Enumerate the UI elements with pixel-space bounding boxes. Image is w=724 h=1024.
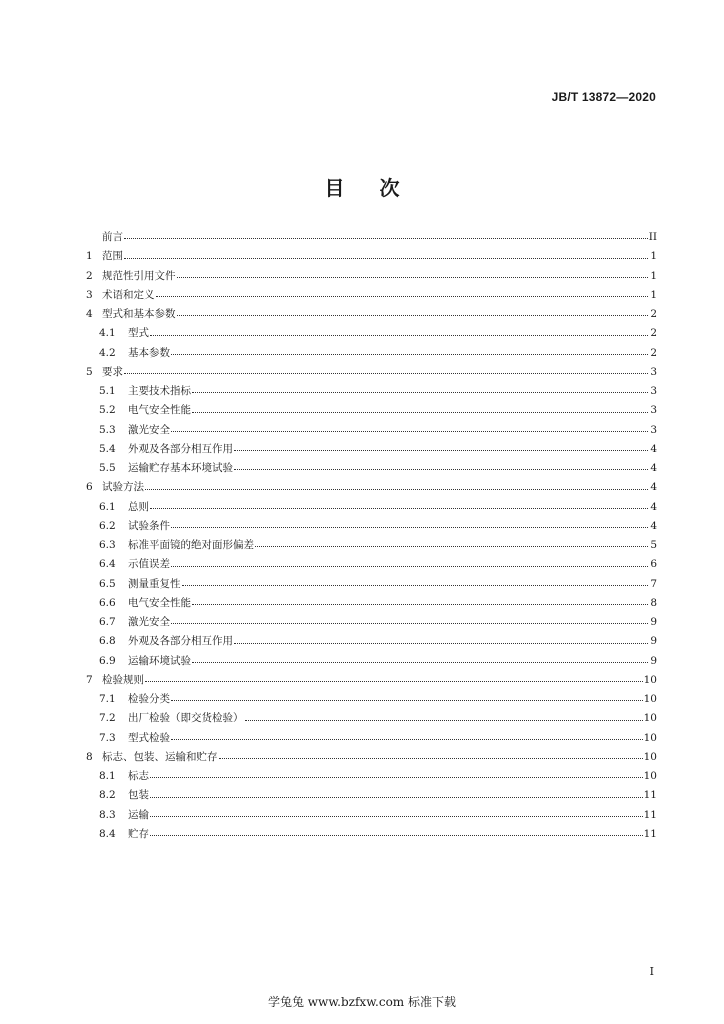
toc-entry-number: 6.8 [99,635,116,648]
toc-entry-number: 6.7 [99,616,116,628]
toc-entry-number: 8.4 [99,827,116,840]
toc-entry-page: 4 [650,462,657,474]
toc-leader-dots [150,815,643,817]
toc-entry-page: 10 [643,712,657,725]
toc-entry[interactable] [86,421,657,440]
toc-leader-dots [234,642,648,644]
toc-entry[interactable] [86,690,657,709]
toc-entry[interactable] [86,267,657,286]
toc-entry-label: 规范性引用文件 [102,269,176,282]
toc-entry-page: 7 [650,577,657,590]
toc-entry-label: 激光安全 [128,423,170,436]
toc-entry[interactable] [86,748,657,767]
toc-entry[interactable] [86,613,657,632]
toc-entry-label: 试验条件 [128,519,170,532]
toc-entry-number: 6.3 [99,539,116,551]
toc-entry[interactable] [86,555,657,574]
toc-entry-page: 3 [650,404,657,417]
page-number: I [649,965,654,978]
toc-entry-number: 8.2 [99,789,116,802]
title-char-1: 目 [324,176,345,200]
footer-watermark: 学兔兔 www.bzfxw.com 标准下载 [267,995,457,1009]
toc-leader-dots [177,276,649,278]
toc-entry-number: 2 [86,269,93,282]
toc-entry[interactable] [86,324,657,343]
toc-entry-page: 1 [650,250,657,263]
toc-entry-label: 外观及各部分相互作用 [128,635,233,648]
toc-entry-label: 检验规则 [102,673,144,686]
page-title [0,172,724,201]
toc-entry-number: 5.3 [99,423,116,436]
toc-entry-page: 10 [643,693,657,705]
toc-leader-dots [145,680,643,682]
toc-leader-dots [255,545,648,547]
title-char-2: 次 [379,176,400,200]
toc-entry-page: 11 [643,808,657,821]
toc-entry-page: 4 [650,481,657,494]
toc-leader-dots [171,622,648,624]
toc-entry[interactable] [86,825,657,844]
toc-leader-dots [124,257,648,259]
toc-entry-number: 8.1 [99,770,116,782]
toc-leader-dots [150,776,643,778]
toc-entry-label: 要求 [102,365,123,378]
toc-leader-dots [171,353,648,355]
toc-leader-dots [145,488,648,490]
toc-entry-number: 3 [86,288,93,301]
toc-entry[interactable] [86,459,657,478]
toc-entry-page: II [648,231,657,243]
toc-entry[interactable] [86,401,657,420]
toc-entry-number: 6.1 [99,500,116,513]
toc-entry[interactable] [86,652,657,671]
toc-entry-label: 贮存 [128,827,149,840]
toc-entry[interactable] [86,228,657,247]
toc-entry-number: 6.4 [99,558,116,571]
toc-entry[interactable] [86,440,657,459]
toc-entry-number: 8.3 [99,808,116,821]
toc-entry-number: 4.2 [99,346,116,359]
toc-entry-number: 6.2 [99,519,116,532]
toc-entry-page: 8 [650,596,657,609]
toc-entry-number: 4 [86,308,93,320]
toc-entry-label: 标志、包装、运输和贮存 [102,750,218,763]
toc-entry-page: 10 [643,770,657,782]
toc-entry-label: 检验分类 [128,693,170,705]
toc-entry-label: 基本参数 [128,346,170,359]
toc-entry-page: 2 [650,327,657,340]
toc-entry-page: 9 [650,654,657,667]
toc-leader-dots [192,661,648,663]
toc-entry-label: 示值误差 [128,558,170,571]
toc-entry-number: 6.5 [99,577,116,590]
toc-entry-page: 5 [650,539,657,551]
toc-entry-number: 6.6 [99,596,116,609]
toc-entry-label: 标准平面镜的绝对面形偏差 [128,539,254,551]
toc-entry-page: 4 [650,500,657,513]
toc-entry-page: 10 [643,731,657,744]
toc-entry-number: 7.3 [99,731,116,744]
toc-entry[interactable] [86,382,657,401]
toc-entry-page: 4 [650,442,657,455]
toc-entry-label: 标志 [128,770,149,782]
toc-entry-page: 9 [650,635,657,648]
toc-entry[interactable] [86,536,657,555]
toc-entry[interactable] [86,806,657,825]
toc-leader-dots [124,237,648,239]
toc-entry-label: 主要技术指标 [128,385,191,397]
toc-entry-page: 1 [650,269,657,282]
toc-entry-label: 运输贮存基本环境试验 [128,462,233,474]
standard-code: JB/T 13872—2020 [551,90,656,104]
toc-entry-label: 测量重复性 [128,577,181,590]
toc-entry-page: 6 [650,558,657,571]
toc-entry-label: 范围 [102,250,123,263]
toc-entry-label: 型式 [128,327,149,340]
toc-entry-number: 4.1 [99,327,116,340]
toc-leader-dots [171,699,643,701]
toc-leader-dots [124,372,648,374]
toc-entry-label: 前言 [102,231,123,243]
toc-entry-page: 2 [650,308,657,320]
toc-entry-page: 2 [650,346,657,359]
toc-entry-number: 5.5 [99,462,116,474]
toc-entry-label: 激光安全 [128,616,170,628]
toc-entry-label: 包装 [128,789,149,802]
toc-leader-dots [150,834,643,836]
table-of-contents [86,228,657,844]
toc-entry-page: 3 [650,385,657,397]
toc-entry[interactable] [86,671,657,690]
toc-entry-page: 10 [643,673,657,686]
toc-entry-number: 6 [86,481,93,494]
toc-entry-page: 3 [650,423,657,436]
toc-leader-dots [177,314,649,316]
toc-entry[interactable] [86,786,657,805]
toc-entry-label: 型式和基本参数 [102,308,176,320]
toc-leader-dots [150,507,648,509]
toc-leader-dots [219,757,643,759]
toc-entry[interactable] [86,632,657,651]
toc-entry[interactable] [86,363,657,382]
toc-leader-dots [234,449,648,451]
toc-leader-dots [192,603,648,605]
toc-entry-number: 6.9 [99,654,116,667]
toc-entry[interactable] [86,517,657,536]
toc-entry-label: 型式检验 [128,731,170,744]
toc-entry[interactable] [86,709,657,728]
toc-entry-label: 运输 [128,808,149,821]
toc-entry[interactable] [86,729,657,748]
toc-leader-dots [182,584,649,586]
toc-entry-number: 8 [86,750,93,763]
toc-entry-number: 7.1 [99,693,116,705]
toc-entry[interactable] [86,498,657,517]
toc-entry[interactable] [86,247,657,266]
toc-leader-dots [245,719,643,721]
toc-entry[interactable] [86,575,657,594]
toc-entry[interactable] [86,767,657,786]
toc-entry-number: 7 [86,673,93,686]
toc-entry-page: 9 [650,616,657,628]
toc-leader-dots [171,565,648,567]
toc-entry-label: 电气安全性能 [128,404,191,417]
toc-entry-number: 5.2 [99,404,116,417]
toc-leader-dots [234,468,648,470]
toc-entry-number: 5.1 [99,385,116,397]
toc-entry[interactable] [86,286,657,305]
toc-leader-dots [156,295,649,297]
toc-leader-dots [171,738,643,740]
toc-entry-label: 出厂检验（即交货检验） [128,712,244,725]
toc-leader-dots [192,391,648,393]
toc-entry-number: 5.4 [99,442,116,455]
toc-entry-label: 运输环境试验 [128,654,191,667]
toc-entry-number: 5 [86,365,93,378]
toc-entry-label: 电气安全性能 [128,596,191,609]
toc-entry-page: 11 [643,827,657,840]
toc-entry-number: 7.2 [99,712,116,725]
toc-leader-dots [171,526,648,528]
toc-entry-label: 外观及各部分相互作用 [128,442,233,455]
toc-leader-dots [171,430,648,432]
toc-entry-page: 11 [643,789,657,802]
toc-entry[interactable] [86,594,657,613]
toc-entry-label: 术语和定义 [102,288,155,301]
toc-entry-page: 3 [650,365,657,378]
toc-entry-page: 4 [650,519,657,532]
toc-entry-label: 总则 [128,500,149,513]
toc-leader-dots [150,796,643,798]
toc-leader-dots [192,411,648,413]
toc-entry-page: 1 [650,288,657,301]
toc-entry-page: 10 [643,750,657,763]
toc-entry-label: 试验方法 [102,481,144,494]
toc-entry[interactable] [86,305,657,324]
toc-entry-number: 1 [86,250,93,263]
toc-leader-dots [150,334,648,336]
toc-entry[interactable] [86,344,657,363]
toc-entry[interactable] [86,478,657,497]
